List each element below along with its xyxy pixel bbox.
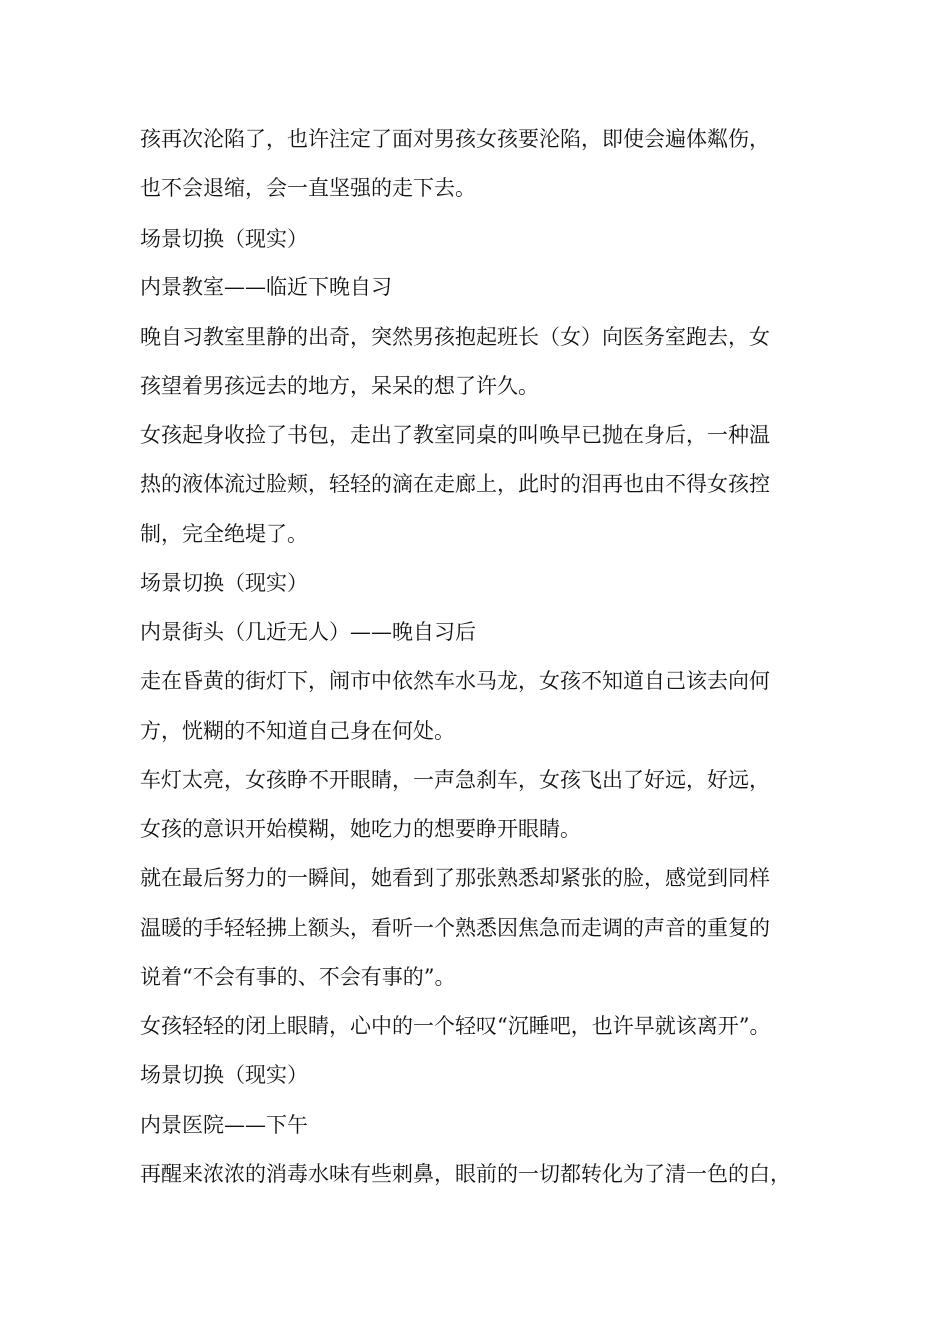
text-line: 制，完全绝堤了。 — [140, 522, 308, 546]
text-line: 走在昏黄的街灯下，闹市中依然车水马龙，女孩不知道自己该去向何 — [140, 669, 770, 693]
text-line: 热的液体流过脸颊，轻轻的滴在走廊上，此时的泪再也由不得女孩控 — [140, 472, 770, 496]
text-line: 说着“不会有事的、不会有事的”。 — [140, 965, 456, 989]
text-line: 就在最后努力的一瞬间，她看到了那张熟悉却紧张的脸，感觉到同样 — [140, 866, 770, 890]
text-line: 孩再次沦陷了，也许注定了面对男孩女孩要沦陷，即使会遍体粼伤， — [140, 127, 770, 151]
scene-location: 内景街头（几近无人）——晚自习后 — [140, 620, 476, 644]
scene-location: 内景教室——临近下晚自习 — [140, 275, 392, 299]
text-line: 女孩轻轻的闭上眼睛，心中的一个轻叹“沉睡吧，也许早就该离开”。 — [140, 1014, 771, 1038]
text-line: 温暖的手轻轻拂上额头，看听一个熟悉因焦急而走调的声音的重复的 — [140, 916, 770, 940]
scene-heading: 场景切换（现实） — [140, 571, 308, 595]
text-line: 车灯太亮，女孩睁不开眼睛，一声急刹车，女孩飞出了好远，好远， — [140, 768, 770, 792]
text-line: 也不会退缩，会一直坚强的走下去。 — [140, 176, 476, 200]
text-line: 再醒来浓浓的消毒水味有些刺鼻，眼前的一切都转化为了清一色的白， — [140, 1162, 791, 1186]
text-line: 方，恍糊的不知道自己身在何处。 — [140, 719, 455, 743]
scene-heading: 场景切换（现实） — [140, 227, 308, 251]
scene-heading: 场景切换（现实） — [140, 1063, 308, 1087]
text-line: 女孩起身收捡了书包，走出了教室同桌的叫唤早已抛在身后，一种温 — [140, 423, 770, 447]
scene-location: 内景医院——下午 — [140, 1113, 308, 1137]
text-line: 孩望着男孩远去的地方，呆呆的想了许久。 — [140, 374, 539, 398]
text-line: 晚自习教室里静的出奇，突然男孩抱起班长（女）向医务室跑去，女 — [140, 325, 770, 349]
text-line: 女孩的意识开始模糊，她吃力的想要睁开眼睛。 — [140, 817, 581, 841]
